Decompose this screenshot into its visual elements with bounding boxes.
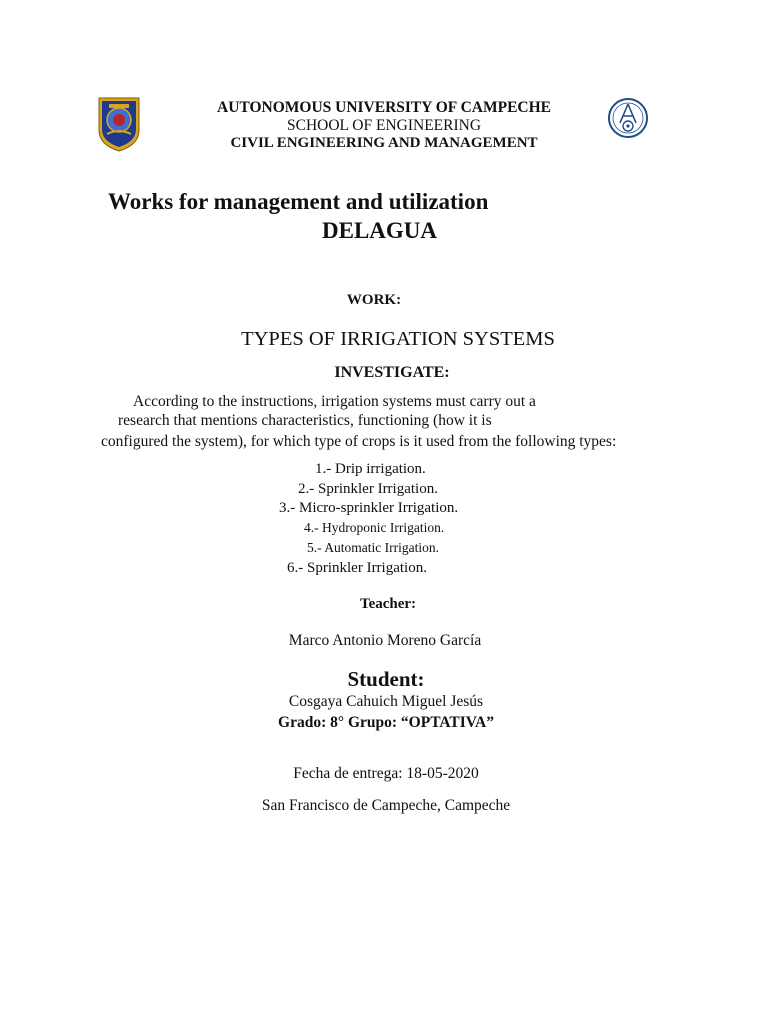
grade-group: Grado: 8° Grupo: “OPTATIVA” — [278, 714, 494, 731]
school-name: SCHOOL OF ENGINEERING — [286, 117, 482, 134]
irrigation-type-item: 3.- Micro-sprinkler Irrigation. — [279, 500, 459, 516]
course-title-line1: Works for management and utilization — [108, 189, 489, 214]
investigate-label: INVESTIGATE: — [334, 364, 450, 381]
student-label: Student: — [347, 667, 425, 691]
place: San Francisco de Campeche, Campeche — [261, 797, 511, 814]
university-name: AUTONOMOUS UNIVERSITY OF CAMPECHE — [217, 99, 551, 116]
course-title-line2: DELAGUA — [322, 218, 438, 243]
instructions-line: configured the system), for which type of crops is it used from the following types: — [101, 433, 617, 450]
work-title: TYPES OF IRRIGATION SYSTEMS — [241, 328, 555, 350]
university-logo — [97, 96, 141, 152]
engineering-logo — [605, 97, 651, 139]
irrigation-type-item: 6.- Sprinkler Irrigation. — [287, 560, 427, 576]
irrigation-type-item: 4.- Hydroponic Irrigation. — [304, 520, 445, 535]
teacher-name: Marco Antonio Moreno García — [288, 632, 482, 649]
teacher-label: Teacher: — [359, 596, 417, 612]
instructions-line: According to the instructions, irrigation systems must carry out a — [133, 393, 536, 410]
irrigation-type-item: 1.- Drip irrigation. — [315, 461, 426, 477]
delivery-date: Fecha de entrega: 18-05-2020 — [293, 765, 479, 782]
instructions-line: research that mentions characteristics, functioning (how it is — [118, 412, 492, 429]
irrigation-type-item: 5.- Automatic Irrigation. — [307, 540, 439, 555]
university-shield-icon — [97, 96, 141, 152]
irrigation-type-item: 2.- Sprinkler Irrigation. — [298, 481, 438, 497]
program-name: CIVIL ENGINEERING AND MANAGEMENT — [230, 135, 538, 151]
work-label: WORK: — [346, 292, 402, 308]
student-name: Cosgaya Cahuich Miguel Jesús — [288, 693, 484, 710]
engineering-school-emblem-icon — [605, 97, 651, 139]
